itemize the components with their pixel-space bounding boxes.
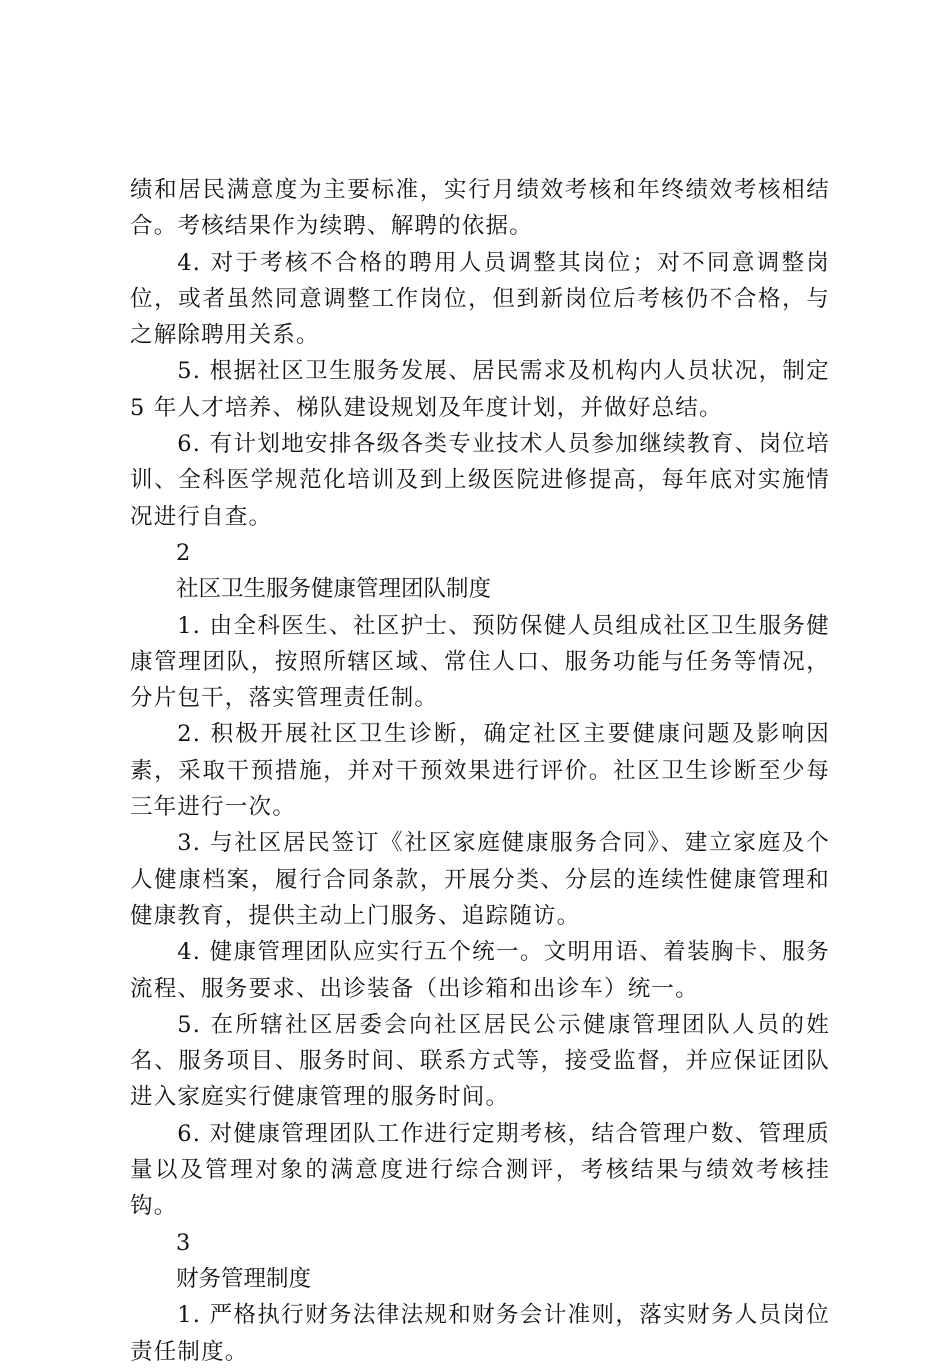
section-title: 财务管理制度	[176, 1265, 312, 1292]
paragraph: 5. 在所辖社区居委会向社区居民公示健康管理团队人员的姓名、服务项目、服务时间、联系方式等，接受监督，并应保证团队进入家庭实行健康管理的服务时间。	[130, 1011, 830, 1111]
paragraph: 4. 健康管理团队应实行五个统一。文明用语、着装胸卡、服务流程、服务要求、出诊装备（出诊箱和出诊车）统一。	[130, 939, 830, 1002]
section-title: 社区卫生服务健康管理团队制度	[176, 576, 492, 603]
paragraph: 6. 对健康管理团队工作进行定期考核，结合管理户数、管理质量以及管理对象的满意度进行综合测评，考核结果与绩效考核挂钩。	[130, 1120, 830, 1220]
paragraph: 2. 积极开展社区卫生诊断，确定社区主要健康问题及影响因素，采取干预措施，并对干预效果进行评价。社区卫生诊断至少每三年进行一次。	[130, 721, 830, 821]
paragraph: 3. 与社区居民签订《社区家庭健康服务合同》、建立家庭及个人健康档案，履行合同条款，开展分类、分层的连续性健康管理和健康教育，提供主动上门服务、追踪随访。	[130, 830, 830, 929]
paragraph: 1. 由全科医生、社区护士、预防保健人员组成社区卫生服务健康管理团队，按照所辖区域、常住人口、服务功能与任务等情况，分片包干，落实管理责任制。	[130, 612, 830, 712]
paragraph: 6. 有计划地安排各级各类专业技术人员参加继续教育、岗位培训、全科医学规范化培训及到上级医院进修提高，每年底对实施情况进行自查。	[130, 431, 830, 530]
section-number: 2	[176, 539, 191, 566]
paragraph: 4. 对于考核不合格的聘用人员调整其岗位；对不同意调整岗位，或者虽然同意调整工作岗位，但到新岗位后考核仍不合格，与之解除聘用关系。	[130, 249, 830, 349]
document-body	[130, 172, 830, 1370]
paragraph: 绩和居民满意度为主要标准，实行月绩效考核和年终绩效考核相结合。考核结果作为续聘、解聘的依据。	[130, 177, 830, 240]
paragraph: 5. 根据社区卫生服务发展、居民需求及机构内人员状况，制定 5 年人才培养、梯队建设规划及年度计划，并做好总结。	[130, 358, 830, 421]
paragraph: 1. 严格执行财务法律法规和财务会计准则，落实财务人员岗位责任制度。	[130, 1302, 830, 1365]
section-number: 3	[176, 1229, 191, 1256]
